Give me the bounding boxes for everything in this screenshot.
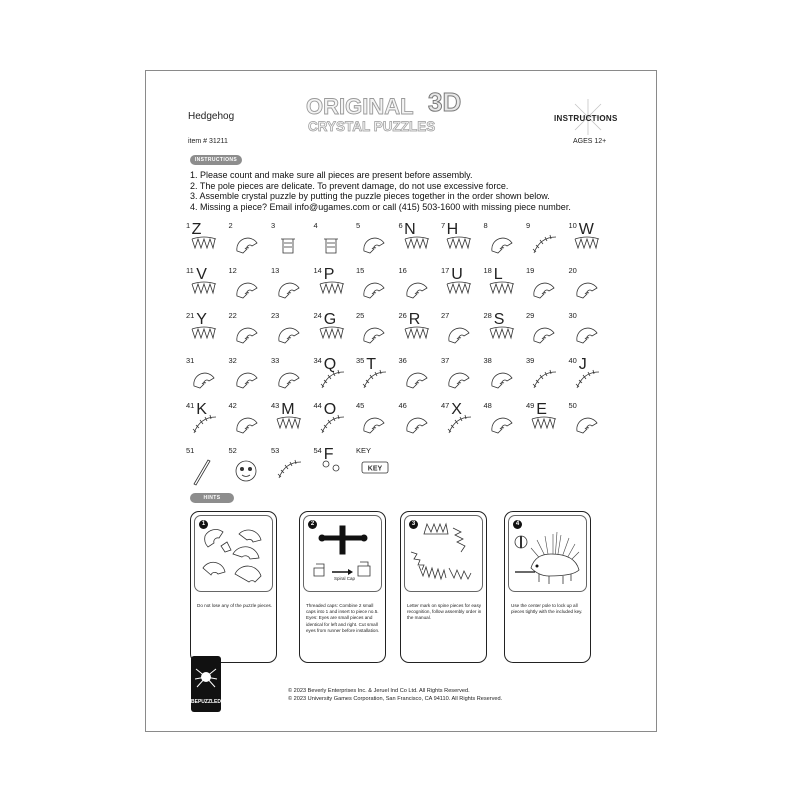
- piece-shell-icon: [530, 278, 560, 308]
- piece-shell-icon: [275, 278, 305, 308]
- piece-shell-icon: [233, 368, 263, 398]
- piece-letter-mark: V: [196, 266, 207, 283]
- piece-spike-icon: [573, 233, 603, 263]
- piece-spike-icon: [318, 278, 348, 308]
- piece-shell-icon: [445, 323, 475, 353]
- piece-number: 15: [356, 266, 365, 275]
- piece-cell: [526, 356, 566, 400]
- instructions-section-label: INSTRUCTIONS: [190, 155, 242, 165]
- piece-cell: [484, 221, 524, 265]
- piece-shell-icon: [233, 413, 263, 443]
- piece-number: 1: [186, 221, 191, 230]
- hint-card-1: [190, 511, 277, 663]
- piece-eyes-icon: [318, 458, 348, 488]
- instruction-sheet: [145, 70, 657, 732]
- piece-number: 6: [398, 221, 403, 230]
- piece-block-icon: [318, 233, 348, 263]
- piece-number: 47: [441, 401, 450, 410]
- piece-cell: [356, 221, 396, 265]
- bepuzzled-seal: [190, 655, 222, 713]
- piece-cell: [271, 401, 311, 445]
- piece-letter-mark: O: [323, 401, 337, 418]
- piece-cell: [569, 356, 609, 400]
- piece-spike-icon: [403, 233, 433, 263]
- piece-cell: [271, 356, 311, 400]
- piece-cell: [229, 221, 269, 265]
- piece-cell: [569, 221, 609, 265]
- piece-curve-icon: [360, 368, 390, 398]
- piece-cell: [314, 221, 354, 265]
- piece-letter-mark: E: [536, 401, 547, 418]
- piece-shell-icon: [445, 368, 475, 398]
- piece-number: 41: [186, 401, 195, 410]
- piece-letter-mark: J: [578, 356, 587, 373]
- piece-spike-icon: [190, 278, 220, 308]
- piece-letter-mark: H: [446, 221, 459, 238]
- piece-letter-mark: L: [493, 266, 503, 283]
- piece-cell: [569, 266, 609, 310]
- piece-spike-icon: [275, 413, 305, 443]
- hint-number-badge: 4: [513, 520, 522, 529]
- piece-number: 27: [441, 311, 450, 320]
- hint-text: Letter mark on spine pieces for easy recognition, follow assembly order in the manual.: [407, 603, 482, 621]
- piece-cell: [314, 311, 354, 355]
- piece-shell-icon: [573, 278, 603, 308]
- piece-number: 36: [398, 356, 407, 365]
- piece-curve-icon: [318, 368, 348, 398]
- piece-spike-icon: [445, 278, 475, 308]
- piece-cell: [186, 311, 226, 355]
- piece-number: 23: [271, 311, 280, 320]
- piece-cell: [314, 266, 354, 310]
- spiral-cap-caption: Spiral Cap: [334, 576, 356, 581]
- piece-pole-icon: [190, 458, 220, 488]
- piece-number: 38: [483, 356, 492, 365]
- piece-cell: [356, 311, 396, 355]
- piece-number: 46: [398, 401, 407, 410]
- piece-number: 45: [356, 401, 365, 410]
- piece-curve-icon: [530, 368, 560, 398]
- hint-number-badge: 2: [308, 520, 317, 529]
- piece-cell: [229, 266, 269, 310]
- piece-number: 16: [398, 266, 407, 275]
- hint-card-3: [400, 511, 487, 663]
- piece-number: 33: [271, 356, 280, 365]
- piece-cell: [314, 356, 354, 400]
- brand-logo: [304, 89, 476, 135]
- hint-illustration-1: [194, 515, 273, 592]
- piece-number: 54: [313, 446, 322, 455]
- piece-letter-mark: R: [408, 311, 421, 328]
- piece-cell: [399, 266, 439, 310]
- piece-number: 48: [483, 401, 492, 410]
- piece-cell: [526, 401, 566, 445]
- piece-cell: [484, 311, 524, 355]
- piece-shell-icon: [360, 233, 390, 263]
- piece-letter-mark: P: [323, 266, 335, 283]
- hint-text: Use the center pole to lock up all pieces tightly with the included key.: [511, 603, 583, 615]
- piece-letter-mark: Q: [323, 356, 337, 373]
- piece-cell: [441, 356, 481, 400]
- piece-cell: [186, 221, 226, 265]
- piece-cell: [526, 221, 566, 265]
- piece-letter-mark: U: [451, 266, 463, 283]
- piece-spike-icon: [318, 323, 348, 353]
- piece-shell-icon: [233, 233, 263, 263]
- piece-shell-icon: [403, 368, 433, 398]
- piece-cell: [399, 221, 439, 265]
- piece-spike-icon: [488, 323, 518, 353]
- piece-cell: [484, 401, 524, 445]
- piece-number: 22: [228, 311, 237, 320]
- piece-number: 3: [271, 221, 276, 230]
- piece-cell: [356, 356, 396, 400]
- piece-number: 20: [568, 266, 577, 275]
- piece-number: 24: [313, 311, 322, 320]
- piece-letter-mark: G: [323, 311, 337, 328]
- piece-cell: [314, 401, 354, 445]
- hint-number-badge: 1: [199, 520, 208, 529]
- piece-letter-mark: X: [451, 401, 462, 418]
- step-item: 1. Please count and make sure all pieces are present before assembly.: [190, 170, 473, 180]
- piece-grid: [186, 221, 616, 491]
- piece-number: 14: [313, 266, 322, 275]
- piece-key-icon: [360, 458, 390, 488]
- piece-cell: [569, 311, 609, 355]
- piece-number: 26: [398, 311, 407, 320]
- hint-text: Threaded caps: Combine 2 small caps into 1 and insert to piece no.5. Eyes: Eyes are small pieces and identical for left and right. Cut small eyes from runner before installation.: [306, 603, 380, 633]
- piece-number: 10: [568, 221, 577, 230]
- piece-letter-mark: N: [404, 221, 416, 238]
- item-number: item # 31211: [188, 138, 228, 145]
- piece-shell-icon: [360, 323, 390, 353]
- hints-section-label: HINTS: [190, 493, 234, 503]
- piece-number: 17: [441, 266, 450, 275]
- piece-number: 39: [526, 356, 535, 365]
- piece-number: 7: [441, 221, 446, 230]
- piece-number: 8: [483, 221, 488, 230]
- piece-cell: [186, 266, 226, 310]
- piece-cell: [399, 311, 439, 355]
- piece-number: 28: [483, 311, 492, 320]
- hint-illustration-3: [404, 515, 483, 592]
- piece-number: 42: [228, 401, 237, 410]
- svg-text:KEY: KEY: [367, 465, 383, 473]
- piece-shell-icon: [275, 368, 305, 398]
- piece-number: 52: [228, 446, 237, 455]
- piece-spike-icon: [190, 233, 220, 263]
- step-item: 4. Missing a piece? Email info@ugames.com or call (415) 503-1600 with missing piece number.: [190, 201, 571, 212]
- piece-number: 53: [271, 446, 280, 455]
- piece-block-icon: [275, 233, 305, 263]
- piece-shell-icon: [233, 323, 263, 353]
- piece-spike-icon: [445, 233, 475, 263]
- hint-number-badge: 3: [409, 520, 418, 529]
- piece-shell-icon: [360, 413, 390, 443]
- logo-word-original: ORIGINAL: [306, 94, 414, 119]
- piece-spike-icon: [190, 323, 220, 353]
- piece-letter-mark: S: [493, 311, 505, 328]
- piece-spike-icon: [530, 413, 560, 443]
- piece-letter-mark: Z: [191, 221, 202, 238]
- piece-curve-icon: [275, 458, 305, 488]
- piece-curve-icon: [573, 368, 603, 398]
- step-item: 3. Assemble crystal puzzle by putting the puzzle pieces together in the order shown below.: [190, 191, 550, 201]
- piece-cell: [356, 446, 396, 490]
- logo-subtitle: CRYSTAL PUZZLES: [308, 119, 436, 134]
- piece-number: 51: [186, 446, 195, 455]
- piece-number: 12: [228, 266, 237, 275]
- piece-number: 18: [483, 266, 492, 275]
- piece-number: 29: [526, 311, 535, 320]
- piece-cell: [356, 266, 396, 310]
- piece-cell: [484, 266, 524, 310]
- piece-curve-icon: [318, 413, 348, 443]
- piece-cell: [229, 356, 269, 400]
- piece-cell: [271, 266, 311, 310]
- piece-cell: [229, 446, 269, 490]
- piece-cell: [441, 221, 481, 265]
- piece-cell: [484, 356, 524, 400]
- piece-cell: [271, 311, 311, 355]
- piece-curve-icon: [445, 413, 475, 443]
- piece-shell-icon: [190, 368, 220, 398]
- piece-number: 44: [313, 401, 322, 410]
- piece-number: 11: [186, 266, 194, 275]
- copyright-line: © 2023 Beverly Enterprises Inc. & Jeruel Ind Co Ltd. All Rights Reserved.: [288, 688, 470, 694]
- piece-number: 4: [313, 221, 318, 230]
- piece-number: 5: [356, 221, 361, 230]
- piece-number: 21: [186, 311, 195, 320]
- piece-letter-mark: K: [196, 401, 207, 418]
- piece-cell: [271, 446, 311, 490]
- piece-cell: [526, 266, 566, 310]
- piece-shell-icon: [488, 413, 518, 443]
- piece-number: 31: [186, 356, 195, 365]
- piece-shell-icon: [403, 278, 433, 308]
- hint-text: Do not lose any of the puzzle pieces.: [197, 603, 273, 608]
- hint-card-2: [299, 511, 386, 663]
- hint-card-4: [504, 511, 591, 663]
- product-name: Hedgehog: [188, 111, 235, 122]
- piece-number: 37: [441, 356, 450, 365]
- instructions-heading: INSTRUCTIONS: [554, 114, 618, 123]
- piece-number: 35: [356, 356, 365, 365]
- piece-shell-icon: [360, 278, 390, 308]
- piece-cell: [271, 221, 311, 265]
- piece-letter-mark: F: [323, 446, 334, 463]
- piece-number: 19: [526, 266, 535, 275]
- piece-cell: [229, 311, 269, 355]
- seal-text: BEPUZZLED: [191, 699, 221, 705]
- piece-cell: [399, 356, 439, 400]
- step-list: [190, 170, 571, 212]
- hint-illustration-4: [508, 515, 587, 592]
- piece-spike-icon: [488, 278, 518, 308]
- piece-spike-icon: [403, 323, 433, 353]
- piece-curve-icon: [190, 413, 220, 443]
- piece-shell-icon: [573, 323, 603, 353]
- piece-cell: [399, 401, 439, 445]
- piece-shell-icon: [233, 278, 263, 308]
- piece-cell: [229, 401, 269, 445]
- piece-number: 13: [271, 266, 280, 275]
- piece-cell: [356, 401, 396, 445]
- piece-letter-mark: M: [281, 401, 295, 418]
- piece-letter-mark: Y: [196, 311, 207, 328]
- piece-number: 9: [526, 221, 531, 230]
- piece-letter-mark: T: [366, 356, 376, 373]
- piece-face-icon: [233, 458, 263, 488]
- piece-cell: [186, 446, 226, 490]
- piece-shell-icon: [573, 413, 603, 443]
- hint-illustration-2: [303, 515, 382, 592]
- copyright-line: © 2023 University Games Corporation, San Francisco, CA 94110. All Rights Reserved.: [288, 696, 503, 702]
- piece-shell-icon: [275, 323, 305, 353]
- piece-number: 25: [356, 311, 365, 320]
- piece-number: 43: [271, 401, 280, 410]
- piece-cell: [569, 401, 609, 445]
- piece-shell-icon: [403, 413, 433, 443]
- step-item: 2. The pole pieces are delicate. To prevent damage, do not use excessive force.: [190, 180, 509, 191]
- piece-shell-icon: [488, 368, 518, 398]
- piece-cell: [441, 401, 481, 445]
- piece-cell: [314, 446, 354, 490]
- piece-cell: [441, 266, 481, 310]
- piece-cell: [186, 356, 226, 400]
- piece-cell: [526, 311, 566, 355]
- piece-number: KEY: [356, 446, 372, 455]
- piece-shell-icon: [488, 233, 518, 263]
- piece-cell: [186, 401, 226, 445]
- piece-number: 34: [313, 356, 322, 365]
- piece-number: 40: [568, 356, 577, 365]
- age-rating: AGES 12+: [573, 138, 607, 145]
- logo-word-3d: 3D: [428, 89, 462, 117]
- piece-number: 30: [568, 311, 577, 320]
- piece-letter-mark: W: [578, 221, 594, 238]
- piece-curve-icon: [530, 233, 560, 263]
- piece-cell: [441, 311, 481, 355]
- piece-number: 2: [228, 221, 233, 230]
- piece-number: 49: [526, 401, 535, 410]
- piece-number: 32: [228, 356, 237, 365]
- piece-shell-icon: [530, 323, 560, 353]
- piece-number: 50: [568, 401, 577, 410]
